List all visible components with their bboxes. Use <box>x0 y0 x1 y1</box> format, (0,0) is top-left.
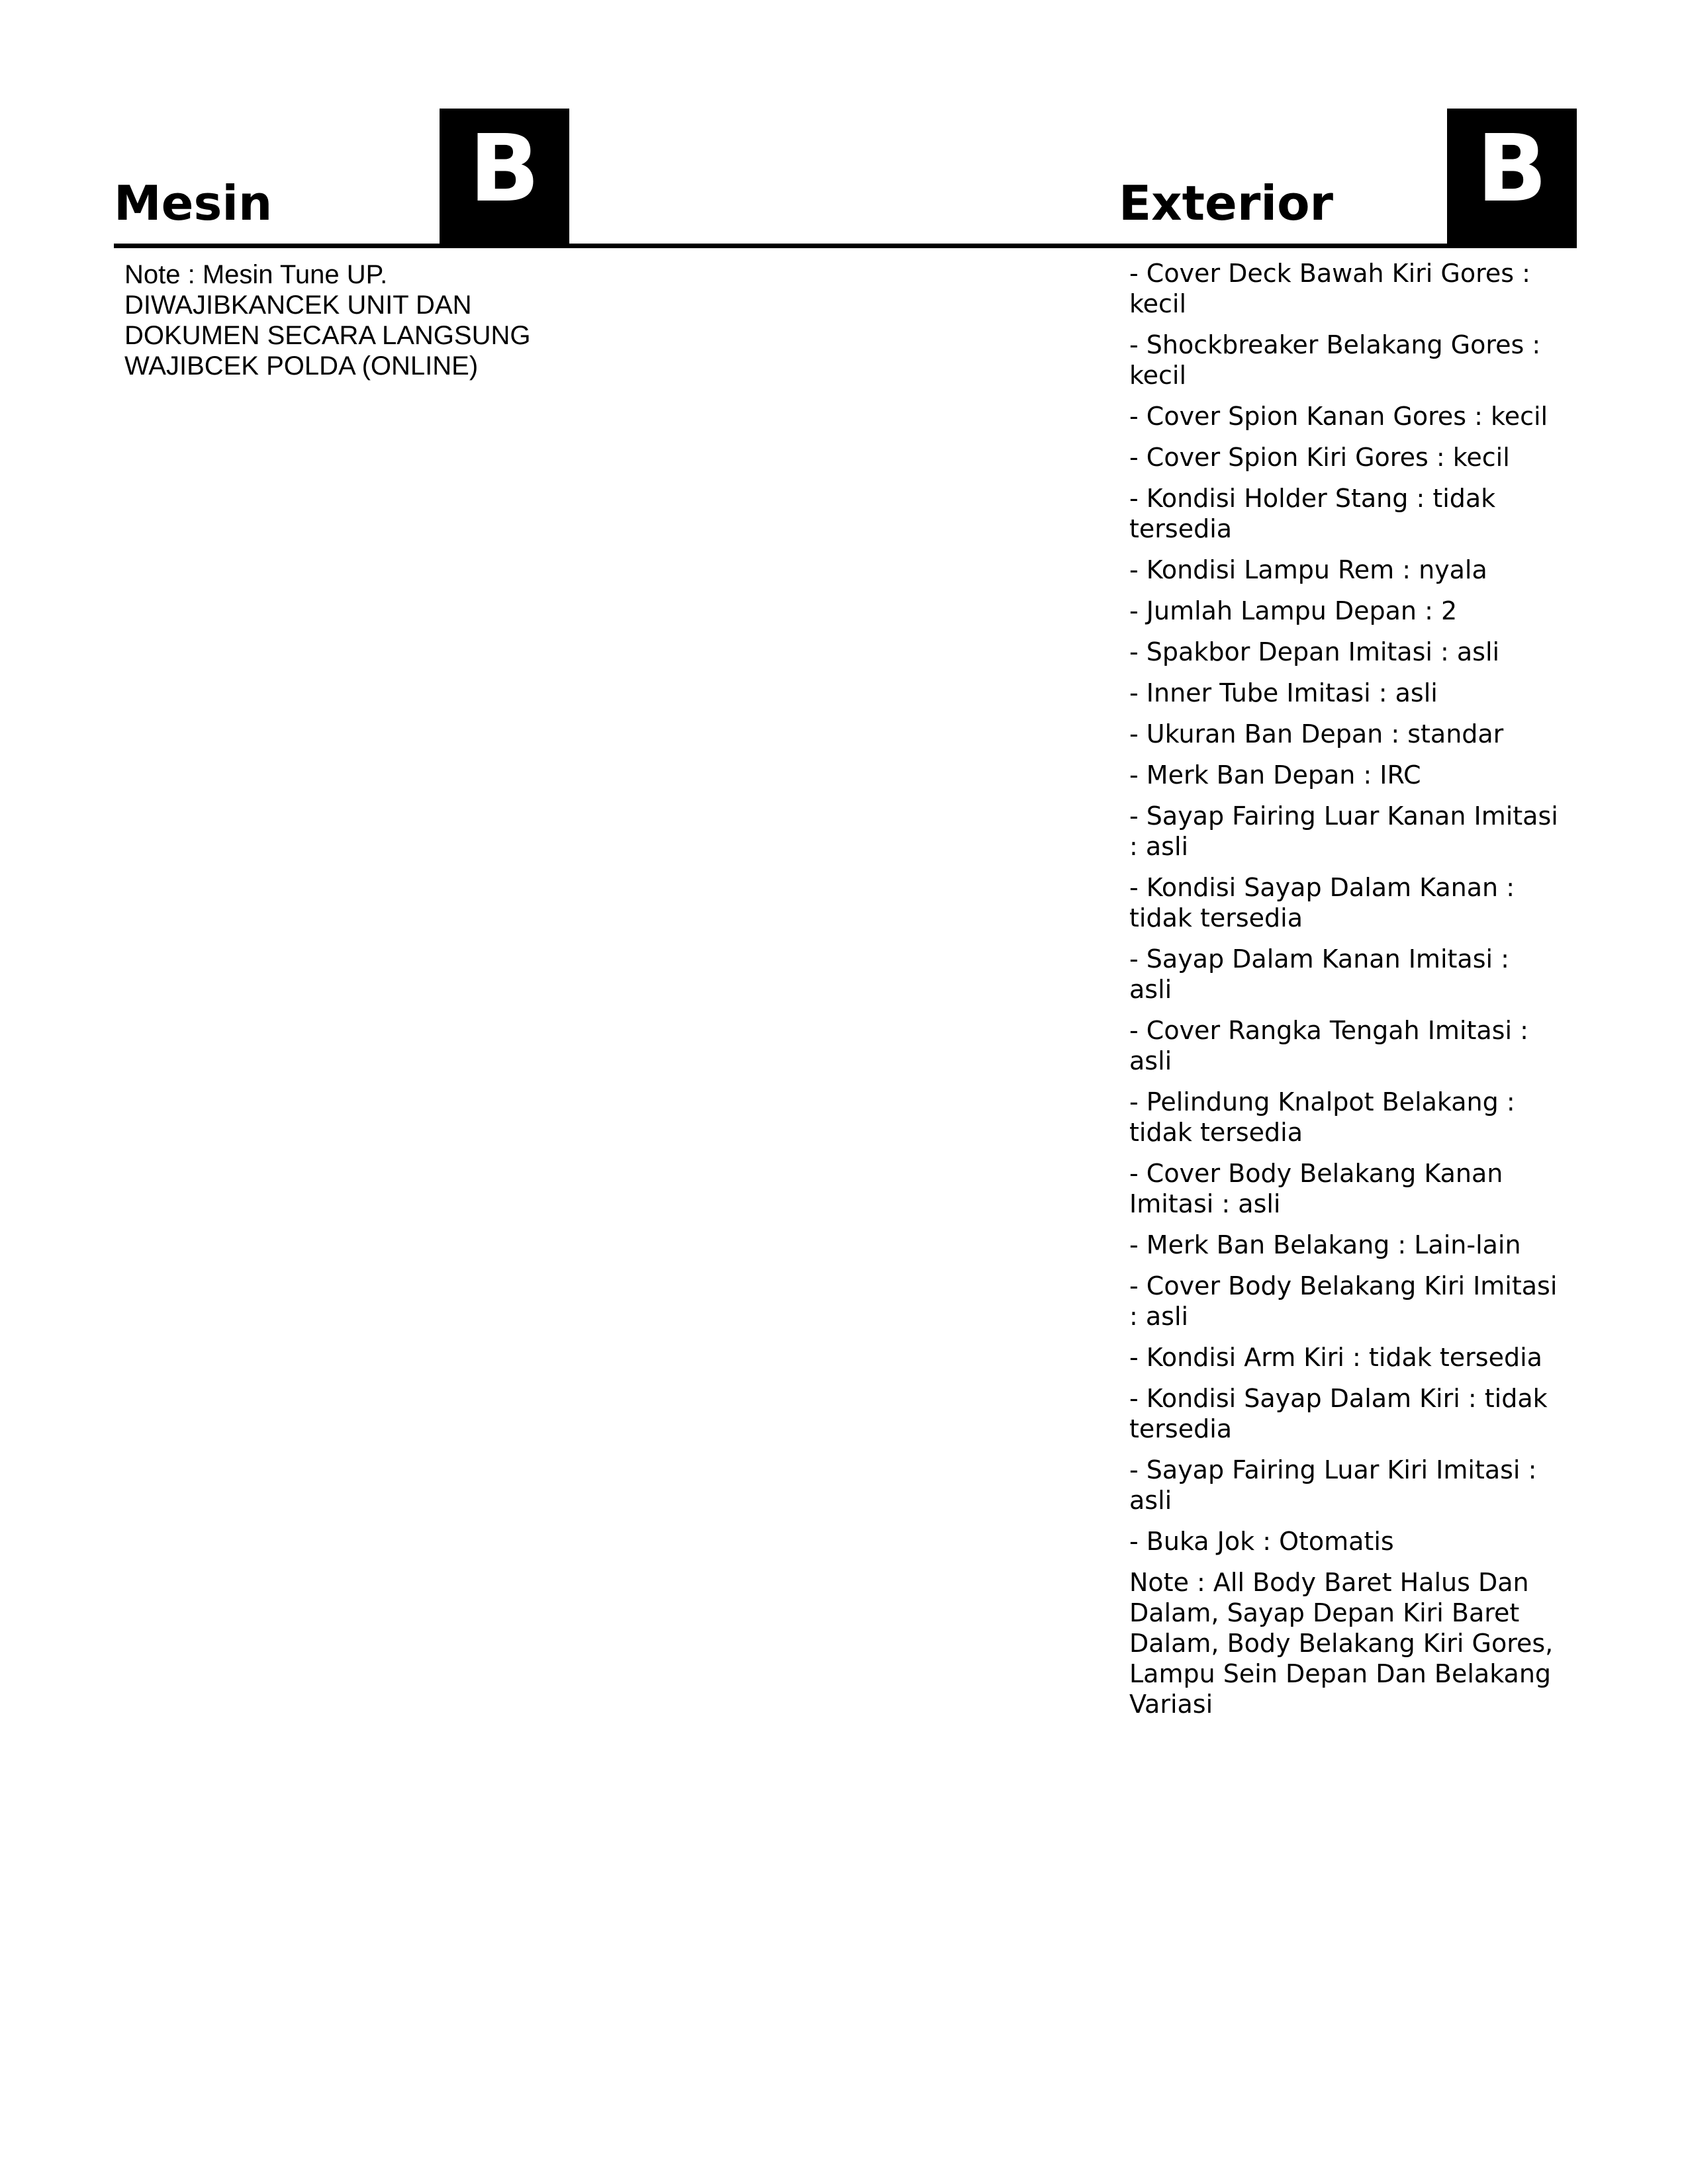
exterior-item: - Kondisi Lampu Rem : nyala <box>1129 555 1487 584</box>
exterior-item: - Cover Deck Bawah Kiri Gores : kecil <box>1129 259 1530 318</box>
exterior-item: - Buka Jok : Otomatis <box>1129 1527 1394 1556</box>
mesin-title: Mesin <box>114 175 273 231</box>
exterior-item: - Shockbreaker Belakang Gores : kecil <box>1129 330 1541 390</box>
exterior-grade-badge: B <box>1447 109 1577 245</box>
exterior-item: - Kondisi Holder Stang : tidak tersedia <box>1129 484 1496 543</box>
mesin-note-line: WAJIBCEK POLDA (ONLINE) <box>124 351 479 381</box>
exterior-item: - Merk Ban Belakang : Lain-lain <box>1129 1230 1521 1259</box>
exterior-item: - Cover Spion Kanan Gores : kecil <box>1129 402 1548 431</box>
exterior-item: - Inner Tube Imitasi : asli <box>1129 678 1438 707</box>
exterior-item-list <box>1129 258 1560 1730</box>
exterior-item: - Sayap Dalam Kanan Imitasi : asli <box>1129 944 1509 1004</box>
section-divider <box>114 244 1577 248</box>
exterior-item: - Jumlah Lampu Depan : 2 <box>1129 596 1458 625</box>
exterior-item: - Pelindung Knalpot Belakang : tidak tersedia <box>1129 1087 1515 1147</box>
exterior-item: - Ukuran Ban Depan : standar <box>1129 719 1504 749</box>
exterior-item: - Kondisi Arm Kiri : tidak tersedia <box>1129 1343 1542 1372</box>
mesin-note-line: DIWAJIBKANCEK UNIT DAN <box>124 291 472 320</box>
exterior-item: - Merk Ban Depan : IRC <box>1129 760 1421 790</box>
mesin-grade-badge: B <box>440 109 569 245</box>
exterior-item: - Sayap Fairing Luar Kiri Imitasi : asli <box>1129 1455 1537 1515</box>
exterior-item: - Cover Body Belakang Kanan Imitasi : asli <box>1129 1159 1503 1218</box>
exterior-item: - Kondisi Sayap Dalam Kiri : tidak tersedia <box>1129 1384 1548 1443</box>
exterior-item: - Cover Body Belakang Kiri Imitasi : asli <box>1129 1271 1558 1331</box>
exterior-title: Exterior <box>1119 175 1334 231</box>
mesin-note <box>124 259 548 381</box>
exterior-item: - Spakbor Depan Imitasi : asli <box>1129 637 1500 666</box>
mesin-note-line: DOKUMEN SECARA LANGSUNG <box>124 321 531 350</box>
exterior-item: - Cover Spion Kiri Gores : kecil <box>1129 443 1510 472</box>
mesin-note-line: Note : Mesin Tune UP. <box>124 260 388 289</box>
exterior-item: - Cover Rangka Tengah Imitasi : asli <box>1129 1016 1528 1075</box>
exterior-item: - Sayap Fairing Luar Kanan Imitasi : asli <box>1129 801 1558 861</box>
exterior-item: - Kondisi Sayap Dalam Kanan : tidak tersedia <box>1129 873 1515 933</box>
exterior-note: Note : All Body Baret Halus Dan Dalam, Sayap Depan Kiri Baret Dalam, Body Belakang Kiri Gores, Lampu Sein Depan Dan Belakang Variasi <box>1129 1568 1554 1719</box>
